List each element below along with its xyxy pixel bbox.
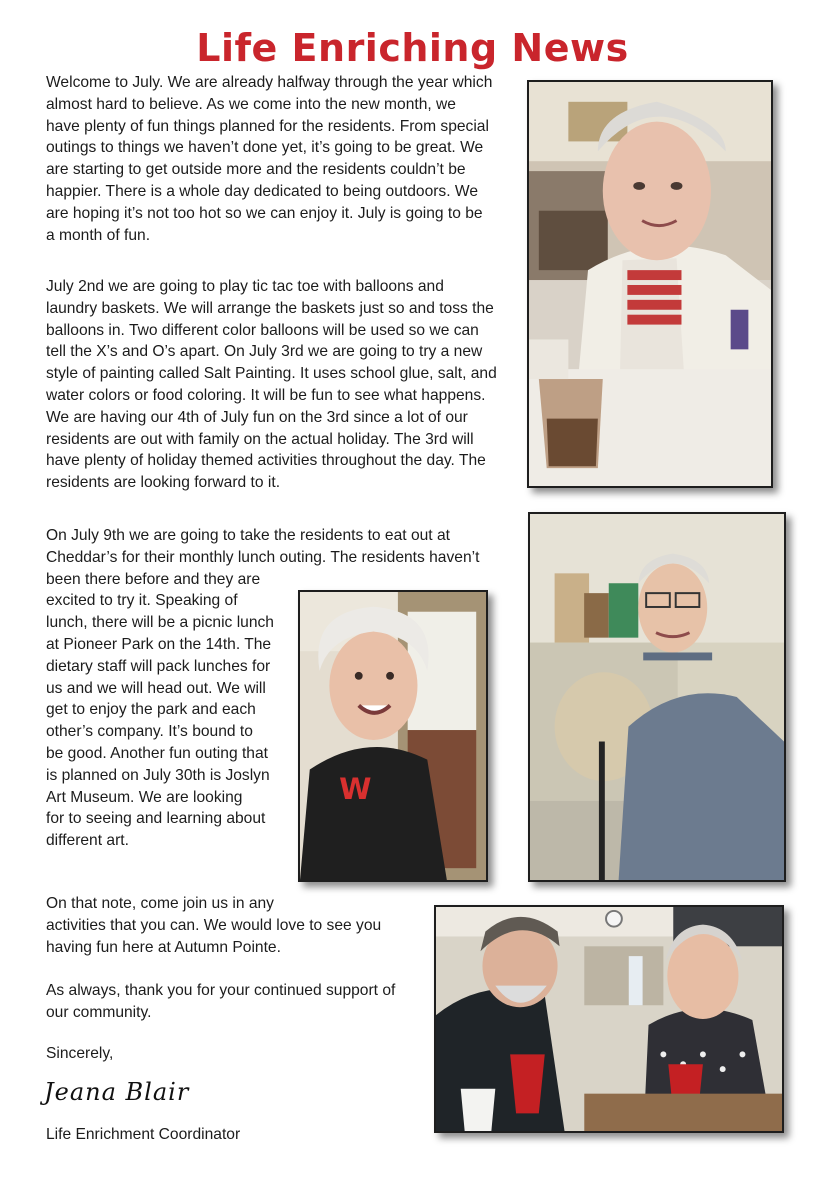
paragraph-line: are hoping it’s not too hot so we can enjoy it. July is going to be <box>46 204 483 222</box>
photo-residents-couple-cups <box>434 905 784 1133</box>
paragraph-line: is planned on July 30th is Joslyn <box>46 766 270 784</box>
paragraph-line: almost hard to believe. As we come into the new month, we <box>46 95 456 113</box>
paragraph-thanks <box>46 980 395 1024</box>
signer-role: Life Enrichment Coordinator <box>46 1126 241 1143</box>
paragraph-line: having fun here at Autumn Pointe. <box>46 938 281 956</box>
paragraph-line: a month of fun. <box>46 226 151 244</box>
paragraph-line: are starting to get outside more and the residents couldn’t be <box>46 161 466 179</box>
paragraph-line: residents are looking forward to it. <box>46 474 281 492</box>
paragraph-line: have plenty of holiday themed activities throughout the day. The <box>46 452 486 470</box>
paragraph-line: activities that you can. We would love to see you <box>46 916 382 934</box>
photo-image <box>530 514 784 880</box>
shirt-print: W <box>339 772 372 807</box>
paragraph-line: laundry baskets. We will arrange the baskets just so and toss the <box>46 299 494 317</box>
photo-resident-woman-dessert <box>527 80 773 488</box>
photo-resident-woman-shirt <box>298 590 488 882</box>
paragraph-line: us and we will head out. We will <box>46 679 266 697</box>
signature: Jeana Blair <box>44 1078 190 1106</box>
paragraph-line: have plenty of fun things planned for the residents. From special <box>46 117 489 135</box>
paragraph-join <box>46 893 381 958</box>
paragraph-line: happier. There is a whole day dedicated to being outdoors. We <box>46 182 479 200</box>
paragraph-line: July 2nd we are going to play tic tac toe with balloons and <box>46 278 444 295</box>
paragraph-line: lunch, there will be a picnic lunch <box>46 614 274 632</box>
paragraph-line: Welcome to July. We are already halfway through the year which <box>46 74 493 91</box>
paragraph-line: Cheddar’s for their monthly lunch outing. The residents haven’t <box>46 548 480 566</box>
paragraph-line: As always, thank you for your continued support of <box>46 982 396 999</box>
paragraph-line: different art. <box>46 832 129 850</box>
paragraph-line: Art Museum. We are looking <box>46 788 243 806</box>
newsletter-title: Life Enriching News <box>196 26 629 70</box>
paragraph-line: We are having our 4th of July fun on the 3rd since a lot of our <box>46 408 468 426</box>
paragraph-line: excited to try it. Speaking of <box>46 592 238 610</box>
paragraph-line: balloons in. Two different color balloons will be used so we can <box>46 321 479 339</box>
paragraph-line: dietary staff will pack lunches for <box>46 657 271 675</box>
paragraph-line: for to seeing and learning about <box>46 810 266 828</box>
photo-image <box>300 592 486 880</box>
paragraph-line: be good. Another fun outing that <box>46 744 268 762</box>
paragraph-activities <box>46 276 497 494</box>
closing-sincerely: Sincerely, <box>46 1045 114 1062</box>
paragraph-line: On July 9th we are going to take the residents to eat out at <box>46 527 450 544</box>
paragraph-line: On that note, come join us in any <box>46 895 274 912</box>
paragraph-line: other’s company. It’s bound to <box>46 723 253 741</box>
paragraph-line: been there before and they are <box>46 570 261 588</box>
paragraph-line: residents are out with family on the actual holiday. The 3rd will <box>46 430 474 448</box>
paragraph-line: outings to things we haven’t done yet, it’s going to be great. We <box>46 139 484 157</box>
paragraph-line: water colors or food coloring. It will be fun to see what happens. <box>46 386 486 404</box>
paragraph-line: tell the X’s and O’s apart. On July 3rd we are going to try a new <box>46 343 483 361</box>
paragraph-welcome <box>46 72 492 246</box>
photo-image <box>436 907 782 1131</box>
paragraph-line: at Pioneer Park on the 14th. The <box>46 635 272 653</box>
photo-image <box>529 82 771 486</box>
paragraph-line: get to enjoy the park and each <box>46 701 256 719</box>
paragraph-line: our community. <box>46 1003 152 1021</box>
paragraph-line: style of painting called Salt Painting. It uses school glue, salt, and <box>46 365 497 383</box>
photo-resident-man-museum <box>528 512 786 882</box>
